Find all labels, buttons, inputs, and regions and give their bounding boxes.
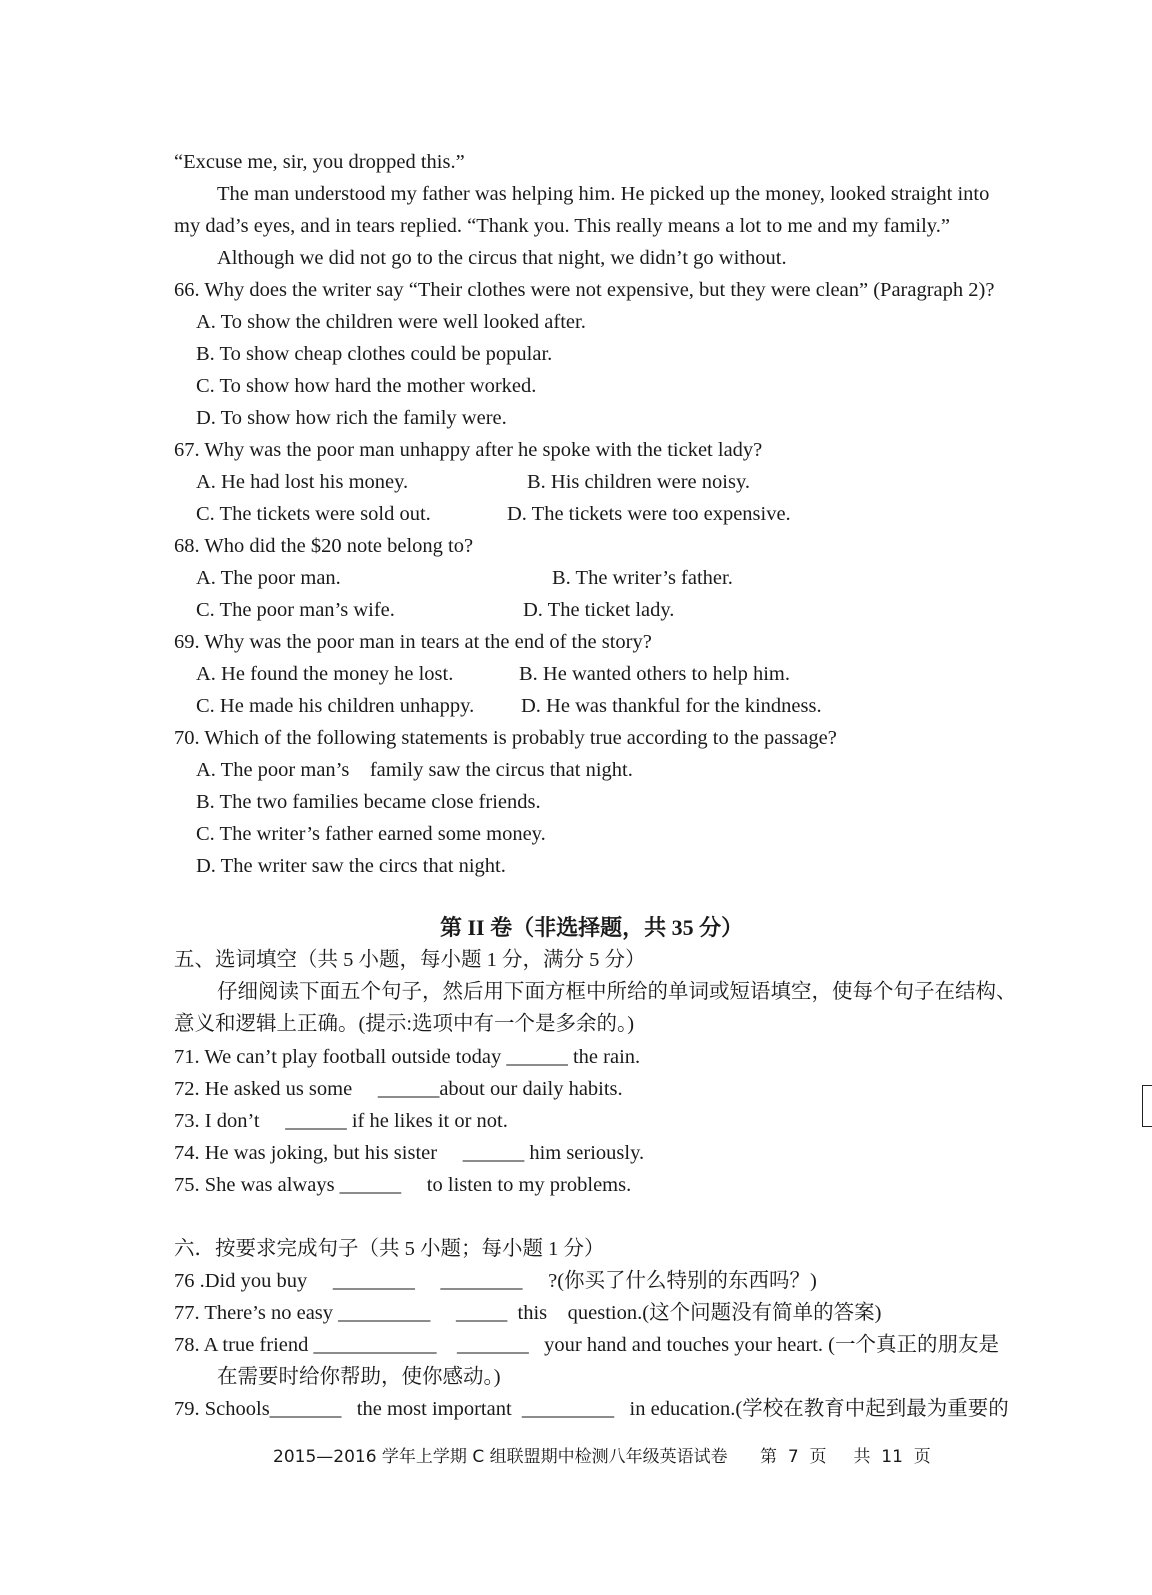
question-68-option-a: A. The poor man. <box>196 567 341 589</box>
question-72: 72. He asked us some ______about our daily habits. <box>174 1078 623 1100</box>
question-70-option-c: C. The writer’s father earned some money. <box>196 823 546 845</box>
question-77: 77. There’s no easy _________ _____ this question.(这个问题没有简单的答案) <box>174 1302 882 1324</box>
question-70-option-a: A. The poor man’s family saw the circus that night. <box>196 759 633 781</box>
passage-line: Although we did not go to the circus that night, we didn’t go without. <box>217 247 787 269</box>
question-68-option-d: D. The ticket lady. <box>523 599 675 621</box>
question-74: 74. He was joking, but his sister ______ him seriously. <box>174 1142 645 1164</box>
question-67-option-a: A. He had lost his money. <box>196 471 409 493</box>
question-79: 79. Schools_______ the most important _________ in education.(学校在教育中起到最为重要的 <box>174 1398 1009 1420</box>
passage-line: my dad’s eyes, and in tears replied. “Thank you. This really means a lot to me and my family.” <box>174 215 950 237</box>
part-2-title: 第 II 卷（非选择题，共 35 分） <box>440 915 744 940</box>
section-5-instructions: 意义和逻辑上正确。(提示:选项中有一个是多余的。) <box>174 1013 635 1035</box>
question-66-option-d: D. To show how rich the family were. <box>196 407 507 429</box>
question-75: 75. She was always ______ to listen to my problems. <box>174 1174 632 1196</box>
question-67-option-b: B. His children were noisy. <box>527 471 750 493</box>
passage-line: The man understood my father was helping him. He picked up the money, looked straight into <box>217 183 990 205</box>
question-76: 76 .Did you buy ________ ________ ?(你买了什么特别的东西吗？) <box>174 1270 817 1292</box>
section-6-title: 六．按要求完成句子（共 5 小题；每小题 1 分） <box>174 1238 605 1260</box>
question-70-option-b: B. The two families became close friends. <box>196 791 541 813</box>
question-69-option-d: D. He was thankful for the kindness. <box>521 695 822 717</box>
page-footer: 2015—2016 学年上学期 C 组联盟期中检测八年级英语试卷 第 7 页 共 11 页 <box>273 1447 931 1467</box>
question-66-stem: 66. Why does the writer say “Their clothes were not expensive, but they were clean” (Paragraph 2)? <box>174 279 995 301</box>
question-69-option-a: A. He found the money he lost. <box>196 663 454 685</box>
question-68-stem: 68. Who did the $20 note belong to? <box>174 535 474 557</box>
question-66-option-b: B. To show cheap clothes could be popular. <box>196 343 553 365</box>
section-5-instructions: 仔细阅读下面五个句子，然后用下面方框中所给的单词或短语填空，使每个句子在结构、 <box>217 981 1017 1003</box>
question-70-stem: 70. Which of the following statements is probably true according to the passage? <box>174 727 837 749</box>
question-69-stem: 69. Why was the poor man in tears at the end of the story? <box>174 631 652 653</box>
question-66-option-a: A. To show the children were well looked after. <box>196 311 586 333</box>
question-68-option-b: B. The writer’s father. <box>552 567 733 589</box>
question-67-option-d: D. The tickets were too expensive. <box>507 503 791 525</box>
question-71: 71. We can’t play football outside today ______ the rain. <box>174 1046 641 1068</box>
question-66-option-c: C. To show how hard the mother worked. <box>196 375 537 397</box>
question-67-option-c: C. The tickets were sold out. <box>196 503 431 525</box>
question-69-option-c: C. He made his children unhappy. <box>196 695 475 717</box>
question-67-stem: 67. Why was the poor man unhappy after he spoke with the ticket lady? <box>174 439 763 461</box>
question-69-option-b: B. He wanted others to help him. <box>519 663 791 685</box>
edge-bracket-mark <box>1142 1085 1152 1127</box>
question-78: 78. A true friend ____________ _______ your hand and touches your heart. (一个真正的朋友是 <box>174 1334 1000 1356</box>
question-78-continued: 在需要时给你帮助，使你感动。) <box>217 1366 501 1388</box>
question-70-option-d: D. The writer saw the circs that night. <box>196 855 506 877</box>
question-68-option-c: C. The poor man’s wife. <box>196 599 395 621</box>
section-5-title: 五、选词填空（共 5 小题，每小题 1 分，满分 5 分） <box>174 949 646 971</box>
passage-line: “Excuse me, sir, you dropped this.” <box>174 151 465 173</box>
question-73: 73. I don’t ______ if he likes it or not. <box>174 1110 508 1132</box>
